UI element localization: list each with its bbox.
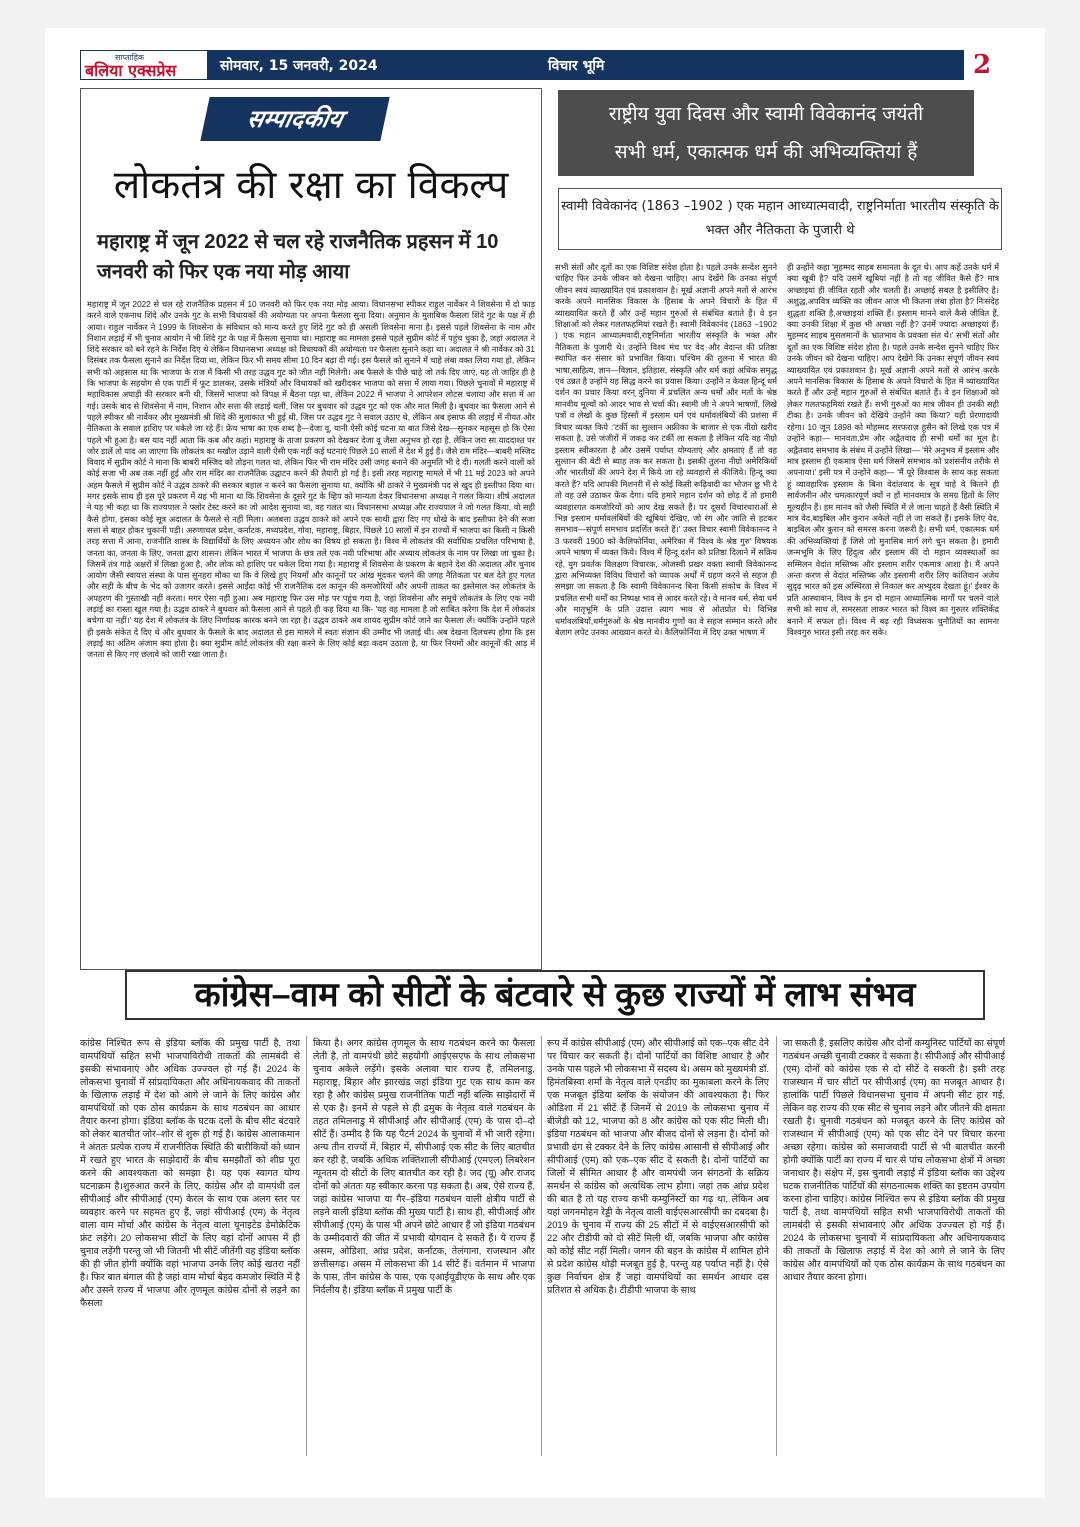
editorial-subtitle: महाराष्ट्र में जून 2022 से चल रहे राजनैतिक प्रहसन में 10 जनवरी को फिर एक नया मोड़ आया <box>97 231 499 283</box>
vivekanand-headline-line2: सभी धर्म, एकात्मक धर्म की अभिव्यक्तियां हैं <box>614 141 918 163</box>
issue-date: सोमवार, 15 जनवरी, 2024 <box>220 58 378 74</box>
newspaper-logo <box>80 50 208 80</box>
congress-column-2: किया है। अगर कांग्रेस तृणमूल के साथ गठबंधन करने का फैसला लेती है, तो वामपंथी छोटे सहयोगी आईएसएफ के साथ लोकसभा चुनाव अकेले लड़ेंगे। इसके अलावा चार राज्य हैं, तमिलनाडु, महाराष्ट्र, बिहार और झारखंड जहां इंडिया गुट एक साथ काम कर रहा है और कांग्रेस प्रमुख राजनीतिक पार्टी नहीं बल्कि साझेदारों में से एक है। इनमें से पहले से ही द्रमुक के नेतृत्व वाले गठबंधन के तहत तमिलनाडु में सीपीआई और सीपीआई (एम) के पास दो–दो सीटें हैं। उम्मीद है कि यह पैटर्न 2024 के चुनावों में भी जारी रहेगा। अन्य तीन राज्यों में, बिहार में, सीपीआई एक सीट के लिए बातचीत कर रही है, जबकि अधिक शक्तिशाली सीपीआई (एमएल) लिबरेशन न्यूनतम दो सीटों के लिए बातचीत कर रही है। जद (यू) और राजद दोनों को अंततः यह स्वीकार करना पड़ सकता है। अब, ऐसे राज्य हैं, जहां कांग्रेस भाजपा या गैर–इंडिया गठबंधन वाली क्षेत्रीय पार्टी से लड़ने वाली इंडिया ब्लॉक की मुख्य पार्टी है। साथ ही, सीपीआई और सीपीआई (एम) के पास भी अपने छोटे आधार हैं जो इंडिया गठबंधन के उम्मीदवारों की जीत में प्रभावी योगदान दे सकते हैं। ये राज्य हैं असम, ओडिशा, आंध्र प्रदेश, कर्नाटक, तेलंगाना, राजस्थान और छत्तीसगढ़। असम में लोकसभा की 14 सीटें हैं। वर्तमान में भाजपा के पास, तीन कांग्रेस के पास, एक एआईयूडीएफ के साथ और एक निर्दलीय है। इंडिया ब्लॉक में प्रमुख पार्टी के <box>313 1037 535 1295</box>
column-divider <box>776 1036 777 1456</box>
logo-tagline: साप्ताहिक <box>115 53 145 62</box>
congress-headline-box <box>125 970 985 1020</box>
vivekanand-column-2: ही उन्होंने कहा 'मुहम्मद साहब समानता के दूत थे। आप कहें उनके धर्म में क्या खूबी है? यदि उसमें खूबियां नहीं है तो वह जीवित कैसे हैं? मात्र अच्छाइयां ही जीवित रहती और चलती हैं। अच्छाई सबल है इसीलिए है। अशुद्ध,अपवित्र व्यक्ति का जीवन आज भी कितना लंबा होता है? निःसंदेह शुद्धता शक्ति है,अच्छाइयां शक्ति हैं। इस्लाम मानने वाले कैसे जीवित हैं, क्या उनकी शिक्षा में कुछ भी अच्छा नहीं है? उनमें ज्यादा अच्छाइयां हैं। मुहम्मद साहब मुसलमानों के भ्रातभाव के प्रवक्ता संत थे।' सभी संतों और दूतों का एक विशिष्ट संदेश होता है। पहले उनके सन्देश सुनने चाहिए फिर उनके जीवन को देखना चाहिए। आप देखेंगे कि उनका संपूर्ण जीवन स्वयं व्याख्यायित एवं प्रकाशवान है। मूर्ख अज्ञानी अपने मतों से आरंभ करके अपने मानसिक विकास के हिसाब के अपने विचारों के हित में व्याख्यायित करते हैं और उन्हें महान गुरुओं से संबंधित बताते हैं। वे इन शिक्षाओं को लेकर गलतफहमियां रखते हैं। सभी गुरुओं का मात्र जीवन ही उनकी सही टीका है। उनके जीवन को देखिये उन्होंने क्या किया? यही प्रेरणादायी रहेगा। 10 जून 1898 को मोहम्मद सरफराज़ हुसैन को लिखे एक पत्र में उन्होंने कहा— मानवता,प्रेम और अद्वैतवाद ही सभी धर्मों का मूल है। अद्वैतवाद समभाव के संबंध में उन्होंने लिखा— 'मेरे अनुभव में इस्लाम और मात्र इस्लाम ही एकमात्र ऐसा धर्म जिसमें समभाव को प्रशंसनीय तरीके से अपनाया।' इसी पत्र में उन्होंने कहा— 'मैं पूरे विश्वास के साथ कह सकता हूं व्यावहारिक इस्लाम के बिना वेदांतवाद के सूत्र चाहे वे कितने ही सार्वजनीन और चमत्कारपूर्ण क्यों न हों मानवमात्र के समग्र हितों के लिए मूल्यहीन हैं। हम मानव को जैसी स्थिति में ले जाना चाहते हैं वैसी स्थिति में मात्र वेद,बाइबिल और कुरान अकेले नहीं ले जा सकते हैं। इसके लिए वेद, बाइबिल और कुरान को समरस करना जरूरी है। सभी धर्म, एकात्मक धर्म की अभिव्यक्तियां हैं जिसे जो मुनासिब मार्ग लगे चुन सकता है। हमारी जन्मभूमि के लिए हिंदुत्व और इस्लाम की दो महान व्यवस्थाओं का सम्मिलन वेदांत मस्तिष्क और इस्लाम शरीर एकमात्र आशा है। मैं अपने अन्तः करण से वेदांत मस्तिष्क और इस्लामी शरीर लिए कांतिवान अजेय सुदृढ़ भारत को इस अस्थिरता से निकाल कर अभ्युदय देखता हूं।' ईश्वर के प्रति आस्थावान, विश्व के इन दो महान आध्यात्मिक मार्गों पर चलने वाले सभी को साथ ले, समरसता लाकर भारत को विश्व का गुरुतर शक्तिकेंद्र बनाने में सफल हों। विश्व में बढ़ रही विध्वंसक चुनौतियों का सामना विश्वगुरु भारत इसी तरह कर सके। <box>787 263 999 637</box>
logo-title: बलिया एक्सप्रेस <box>85 61 177 80</box>
column-divider <box>306 1036 307 1456</box>
vivekanand-headline <box>558 90 974 176</box>
editorial-box <box>80 88 542 970</box>
vivekanand-strapline: स्वामी विवेकानंद (1863 –1902 ) एक महान आध्यात्मवादी, राष्ट्रनिर्माता भारतीय संस्कृति के भक्त और नैतिकता के पुजारी थे <box>558 188 1002 250</box>
congress-column-1: कांग्रेस निश्चित रूप से इंडिया ब्लॉक की प्रमुख पार्टी है, तथा वामपंथियों सहित सभी भाजपाविरोधी ताकतों की लामबंदी से इसकी संभावनाएं और अधिक उज्ज्वल हो गई हैं। 2024 के लोकसभा चुनावों में सांप्रदायिकता और अधिनायकवाद की ताकतों के खिलाफ लड़ाई में देश को आगे ले जाने के लिए कांग्रेस और वामपंथियों को एक ठोस कार्यक्रम के साथ गठबंधन का आधार तैयार करना होगा। इंडिया ब्लॉक के घटक दलों के बीच सीट बंटवारे को लेकर बातचीत जोर–शोर से शुरू हो गई है। कांग्रेस आलाकमान ने अंततः प्रत्येक राज्य में राजनीतिक स्थिति की बारीकियों को ध्यान में रखते हुए भारत के साझेदारों के बीच समझौतों को शीघ्र पूरा करने की आवश्यकता को समझा है। यह एक स्वागत योग्य घटनाक्रम है।शुरुआत करने के लिए, कांग्रेस और दो वामपंथी दल सीपीआई और सीपीआई (एम) केरल के साथ एक अलग स्तर पर व्यवहार करने पर सहमत हुए हैं, जहां सीपीआई (एम) के नेतृत्व वाला वाम मोर्चा और कांग्रेस के नेतृत्व वाला यूनाइटेड डेमोक्रेटिक फ्रंट लड़ेंगे। 20 लोकसभा सीटों के लिए वहां दोनों आपस में ही चुनाव लड़ेंगी परन्तु जो भी जितनी भी सीटें जीतेंगी वह इंडिया ब्लॉक की ही जीत होगी क्योंकि वहां भाजपा उनके लिए कोई खतरा नहीं है। फिर बात बंगाल की है जहां वाम मोर्चा बेहद कमजोर स्थिति में है और उसने राज्य में भाजपा और तृणमूल कांग्रेस दोनों से लड़ने का फैसला <box>80 1037 300 1308</box>
editorial-tag: सम्पादकीय <box>200 97 389 141</box>
editorial-body: महाराष्ट्र में जून 2022 से चल रहे राजनैतिक प्रहसन में 10 जनवरी को फिर एक नया मोड़ आया। विधानसभा स्पीकर राहुल नार्वेकर ने शिवसेना में दो फाड़ करने वाले एकनाथ शिंदे और उनके गुट के सभी विधायकों की अयोग्यता पर अपना फैसला सुना दिया। अनुमान के मुताबिक फैसला शिंदे गुट के पक्ष में ही आया। राहुल नार्वेकर ने 1999 के शिवसेना के संविधान को मान्य करते हुए शिंदे गुट को ही असली शिवसेना माना है। इससे पहले शिवसेना के नाम और निशान लड़ाई में भी चुनाव आयोग ने भी शिंदे गुट के पक्ष में फैसला सुनाया था। महाराष्ट्र का मामला इससे पहले सुप्रीम कोर्ट में पहुंच चुका है, जहां अदालत ने शिंदे सरकार को बने रहने के निर्देश दिए थे लेकिन विधानसभा अध्यक्ष को विधायकों की अयोग्यता पर फैसला सुनाने कहा था। अदालत ने श्री नार्वेकर को 31 दिसंबर तक फैसला सुनाने का निर्देश दिया था, लेकिन फिर भी समय सीमा 10 दिन बढ़ा दी गई। इस फैसले को सुनाने में चाहे लंबा वक्त लिया गया हो, लेकिन सभी को अहसास था कि भाजपा के राज में किसी भी तरह उद्धव गुट को जीत नहीं मिलेगी। अब फैसले के पीछे चाहे जो तर्क दिए जाएं, यह तो जाहिर ही है कि भाजपा के सहयोग से एक पार्टी में फूट डालकर, उसके मंत्रियों और विधायकों को खरीदकर भाजपा को सत्ता में लाया गया। पिछले चुनावों में महाराष्ट्र में महाविकास अघाड़ी की सरकार बनी थी, जिसमें भाजपा को विपक्ष में बैठना पड़ा था, लेकिन 2022 में भाजपा ने आपरेशन लोटस चलाया और सत्ता में आ गई। उसके बाद से शिवसेना में नाम, निशान और सत्ता की लड़ाई चली, जिस पर बुधवार को उद्धव गुट को एक और मात मिली है। बुधवार का फैसला आने से पहले स्पीकर श्री नार्वेकर और मुख्यमंत्री श्री शिंदे की मुलाकात भी हुई थी, जिस पर उद्धव गुट ने सवाल उठाए थे, लेकिन अब इंसाफ की लड़ाई में नीयत और नैतिकता के सवाल हाशिए पर धकेले जा रहे हैं। फ्रेंच भाषा का एक शब्द है—देजा वू, यानी ऐसी कोई घटना या बात जिसे देख—सुनकर महसूस हो कि ऐसा पहले भी हुआ है। बस याद नहीं आता कि कब और कहां। महाराष्ट्र के ताजा प्रकरण को देखकर देजा वू जैसा अनुभव हो रहा है, लेकिन जरा सा याददाश्त पर जोर डालें तो याद आ जाएगा कि लोकतंत्र का मखौल उड़ाने वाली ऐसी एक नहीं कई घटनाएं पिछले 10 सालों में देश में हुई हैं। जैसे राम मंदिर—बाबरी मस्जिद विवाद में सुप्रीम कोर्ट ने माना कि बाबरी मस्जिद को तोड़ना गलत था, लेकिन फिर भी राम मंदिर उसी जगह बनाने की अनुमति भी दे दी। गलती करने वालों को कोई सजा भी अब तक नहीं हुई और राम मंदिर का राजनैतिक उद्घाटन करने की तैयारी हो गई है। इसी तरह महाराष्ट्र मामले में भी 11 मई 2023 को अपने अहम फैसले में सुप्रीम कोर्ट ने उद्धव ठाकरे की सरकार बहाल न करने का फैसला सुनाया था, क्योंकि श्री ठाकरे ने मुख्यमंत्री पद से खुद ही इस्तीफा दिया था। मगर इसके साथ ही इस पूरे प्रकरण में यह भी माना था कि शिवसेना के दूसरे गुट के व्हिप को मान्यता देकर विधानसभा अध्यक्ष ने गलत किया। शीर्ष अदालत ने यह भी कहा था कि राज्यपाल ने फ्लोर टेस्ट करने का जो आदेश सुनाया था, वह गलत था। विधानसभा अध्यक्ष और राज्यपाल ने जो गलत किया, वो सही कैसे होगा, इसका कोई सूत्र अदालत के फैसले से नहीं मिला। अलबत्ता उद्धव ठाकरे को अपने एक साथी द्वारा दिए गए धोखे के बाद इस्तीफा देने की सजा सत्ता से बाहर होकर चुकानी पड़ी। अरुणाचल प्रदेश, कर्नाटक, मध्यप्रदेश, गोवा, महाराष्ट्र, बिहार, पिछले 10 सालों में इन राज्यों में भाजपा का किसी न किसी तरह सत्ता में आना, राजनीति शास्त्र के विद्यार्थियों के लिए अध्ययन और शोध का विषय हो सकता है। विश्व में लोकतंत्र की सर्वाधिक प्रचलित परिभाषा है, जनता का, जनता के लिए, जनता द्वारा शासन। लेकिन भारत में भाजपा के छत्र तले एक नयी परिभाषा और अध्याय लोकतंत्र के नाम पर लिखा जा चुका है। जिसमें तंत्र गाढ़े अक्षरों में लिखा हुआ है, और लोक को हाशिए पर धकेल दिया गया है। महाराष्ट्र में शिवसेना के प्रकरण के बहाने देश की अदालत और चुनाव आयोग जैसी स्वायत्त संस्था के पास सुनहरा मौका था कि वे लिखे हुए नियमों और कानूनों पर आंख मूंदकर चलने की जगह नैतिकता पर बल देते हुए गलत और सही के बीच के भेद को उजागर करते। इससे आईंदा कोई भी राजनैतिक दल कानून की कमजोरियों और अपनी ताकत का इस्तेमाल कर लोकतंत्र के अपहरण की गुस्ताखी नहीं करता। मगर ऐसा नहीं हुआ। अब महाराष्ट्र फिर उस मोड़ पर पहुंच गया है, जहां शिवसेना और समूचे लोकतंत्र के लिए एक नयी लड़ाई का रास्ता खुल गया है। उद्धव ठाकरे ने बुधवार को फैसला आने से पहले ही कह दिया था कि- 'यह वह मामला है जो साबित करेगा कि देश में लोकतंत्र बचेगा या नहीं।' यह देश में लोकतंत्र के लिए निर्णायक कारक बनने जा रहा है। उद्धव ठाकरे अब शायद सुप्रीम कोर्ट जाने का फैसला लें। क्योंकि उन्होंने पहले ही इसके संकेत दे दिए थे और बुधवार के फैसले के बाद अदालत से इस मामले में स्वतः संज्ञान की उम्मीद भी जताई थी। अब देखना दिलचस्प होगा कि इस लड़ाई का अंतिम अंजाम क्या होता है। क्या सुप्रीम कोर्ट लोकतंत्र की रक्षा करने के लिए कोई बड़ा कदम उठाता है, या फिर नियमों और कानूनों की आड़ में जनता से किए गए छलावे को जारी रखा जाता है। <box>87 300 535 660</box>
newspaper-page <box>45 28 1045 1498</box>
masthead-bar <box>80 50 1000 80</box>
vivekanand-column-1: सभी संतों और दूतों का एक विशिष्ट संदेश होता है। पहले उनके सन्देश सुनने चाहिए फिर उनके जीवन को देखना चाहिए। आप देखेंगे कि उनका संपूर्ण जीवन स्वयं व्याख्यायित एवं प्रकाशवान है। मूर्ख अज्ञानी अपने मतों से आरंभ करके अपने मानसिक विकास के हिसाब के अपने विचारों के हित में व्याख्यायित करते हैं और उन्हें महान गुरुओं से संबंधित बताते हैं। वे इन शिक्षाओं को लेकर गलतफहमियां रखते हैं। स्वामी विवेकानंद (1863 –1902 ) एक महान आध्यात्मवादी,राष्ट्रनिर्माता भारतीय संस्कृति के भक्त और नैतिकता के पुजारी थे। उन्होंने विश्व मंच पर वेद और वेदान्त की प्रतिष्ठा स्थापित कर संसार को प्रभावित किया। पश्चिम की तुलना में भारत की भाषा,साहित्य, ज्ञान—विज्ञान, इतिहास, संस्कृति और धर्म कहां अधिक समृद्ध एवं उन्नत है उन्होंने यह सिद्ध करने का प्रयास किया। उन्होंने न केवल हिन्दू धर्म दर्शन का प्रचार किया वरन् दुनिया में प्रचलित अन्य धर्मों और मतों के श्रेष्ठ मानवीय मूल्यों को आदर भाव से चर्चा की। स्वामी जी ने अपने भाषणों, लिखे पत्रों व लेखों के कुछ हिस्सों में इस्लाम धर्म एवं धर्मावलंबियों की प्रशंसा में विचार व्यक्त किये :'टर्की का सुल्तान अफ्रीका के बाजार से एक नीग्रो खरीद सकता है, उसे जंजीरों में जकड़ कर टर्की ला सकता है लेकिन यदि वह नीग्रो इस्लाम स्वीकारता है और उसमें पर्याप्त योग्यताएं और क्षमताएं हैं तो वह सुल्तान की बेटी से ब्याह तक कर सकता है। इसकी तुलना नीग्रो अमेरिकियों और भारतीयों की अपने देश में किये जा रहे व्यवहारों से कीजिये। हिन्दू क्या करते हैं? यदि आपकी मिशनरी में से कोई किसी रूढ़िवादी का भोजन छू भी दे तो वह उसे उठाकर फेंक देगा। यदि हमारे महान दर्शन को छोड़ दें तो हमारी व्यवहारगत कमजोरियों को आप देख सकते हैं। पर दूसरों विचारधाराओं से भिन्न इस्लाम धर्मावलंबियों की खूबियां देखिए, जो रंग और जाति से हटकर समभाव—संपूर्ण समभाव प्रदर्शित करते हैं।' उक्त विचार स्वामी विवेकानन्द ने 3 फरवरी 1900 को कैलिफोर्निया, अमेरिका में 'विश्व के श्रेष्ठ गुरु' विषयक अपने भाषण में व्यक्त किये। विश्व में हिन्दू दर्शन को प्रतिष्ठा दिलाने में सक्रिय रहे, युग प्रवर्तक विलक्षण विचारक, ओजस्वी प्रखर वक्ता स्वामी विवेकानन्द द्वारा अभिव्यक्त विविध विचारों को व्यापक अर्थों में ग्रहण करने से सहज ही समझा जा सकता है कि स्वामी विवेकानन्द बिना किसी संकोच के विश्व में प्रचलित सभी धर्मों का निष्पक्ष भाव से आदर करते रहे। वे मानव धर्म, सेवा धर्म और मातृभूमि के प्रति उदात्त त्याग भाव से ओतप्रोत थे। विभिन्न धर्मावलंबियों,धर्मगुरुओं के श्रेष्ठ मानवीय गुणों का वे सहज सम्मान करते और बेलाग लपेट उनका आख्यान करते थे। कैलिफोर्निया में दिए उक्त भाषण में <box>555 263 777 637</box>
congress-headline: कांग्रेस–वाम को सीटों के बंटवारे से कुछ राज्यों में लाभ संभव <box>194 976 916 1014</box>
column-divider <box>541 1036 542 1456</box>
editorial-title: लोकतंत्र की रक्षा का विकल्प <box>113 163 509 208</box>
vivekanand-headline-line1: राष्ट्रीय युवा दिवस और स्वामी विवेकानंद जयंती <box>608 103 924 125</box>
page-number: 2 <box>964 50 1000 80</box>
congress-column-3: रूप में कांग्रेस सीपीआई (एम) और सीपीआई को एक–एक सीट देने पर विचार कर सकती है। दोनों पार्टियों का विशिष्ट आधार है और उनके पास पहले भी लोकसभा में सदस्य थे। असम को मुख्यमंत्री डॉ. हिमंतबिस्वा शर्मा के नेतृत्व वाले एनडीए का मुकाबला करने के लिए एक मजबूत इंडिया ब्लॉक के संयोजन की आवश्यकता है। फिर ओडिशा में 21 सीटें हैं जिनमें से 2019 के लोकसभा चुनाव में बीजेडी को 12, भाजपा को 8 और कांग्रेस को एक सीट मिली थी। इंडिया गठबंधन को भाजपा और बीजद दोनों से लड़ना है। दोनों को प्रभावी ढंग से टक्कर देने के लिए कांग्रेस आसानी से सीपीआई और सीपीआई (एम) को एक–एक सीट दे सकती है। दोनों पार्टियों का जिलों में सीमित आधार है और वामपंथी जन संगठनों के सक्रिय समर्थन से कांग्रेस को अत्यधिक लाभ होगा। जहां तक आंध्र प्रदेश की बात है तो यह राज्य कभी कम्युनिस्टों का गढ़ था, लेकिन अब यहां जगनमोहन रेड्डी के नेतृत्व वाली वाईएसआरसीपी का दबदबा है। 2019 के चुनाव में राज्य की 25 सीटों में से वाईएसआरसीपी को 22 और टीडीपी को दो सीटें मिली थीं, जबकि भाजपा और कांग्रेस को कोई सीट नहीं मिली। जगन की बहन के कांग्रेस में शामिल होने से प्रदेश कांग्रेस थोड़ी मजबूत हुई है, परन्तु यह पर्याप्त नहीं है। ऐसे कुछ निर्वाचन क्षेत्र हैं जहां वामपंथियों का समर्थन आधार दस प्रतिशत से अधिक है। टीडीपी भाजपा के साथ <box>547 1037 769 1295</box>
section-name: विचार भूमि <box>548 58 605 74</box>
congress-column-4: जा सकती है, इसलिए कांग्रेस और दोनों कम्युनिस्ट पार्टियों का संपूर्ण गठबंधन अच्छी चुनावी टक्कर दे सकता है। सीपीआई और सीपीआई (एम) दोनों को कांग्रेस एक से दो सीटें दे सकती है। इसी तरह राजस्थान में चार सीटों पर सीपीआई (एम) का मजबूत आधार है। हालांकि पार्टी पिछले विधानसभा चुनाव में अपनी सीट हार गई, लेकिन वह राज्य की एक सीट से चुनाव लड़ने और जीतने की क्षमता रखती है। चुनावी गठबंधन को मजबूत करने के लिए कांग्रेस को राजस्थान में सीपीआई (एम) को एक सीट देने पर विचार करना अच्छा रहेगा। कांग्रेस को समाजवादी पार्टी से भी बातचीत करनी होगी क्योंकि पार्टी का राज्य में चार से पांच लोकसभा क्षेत्रों में अच्छा जनाधार है। संक्षेप में, इस चुनावी लड़ाई में इंडिया ब्लॉक का उद्देश्य घटक राजनीतिक पार्टियों की संगठनात्मक शक्ति का इष्टतम उपयोग करना होना चाहिए। कांग्रेस निश्चित रूप से इंडिया ब्लॉक की प्रमुख पार्टी है, तथा वामपंथियों सहित सभी भाजपाविरोधी ताकतों की लामबंदी से इसकी संभावनाएं और अधिक उज्ज्वल हो गई हैं। 2024 के लोकसभा चुनावों में सांप्रदायिकता और अधिनायकवाद की ताकतों के खिलाफ लड़ाई में देश को आगे ले जाने के लिए कांग्रेस और वामपंथियों को एक ठोस कार्यक्रम के साथ गठबंधन का आधार तैयार करना होगा। <box>783 1037 1005 1282</box>
